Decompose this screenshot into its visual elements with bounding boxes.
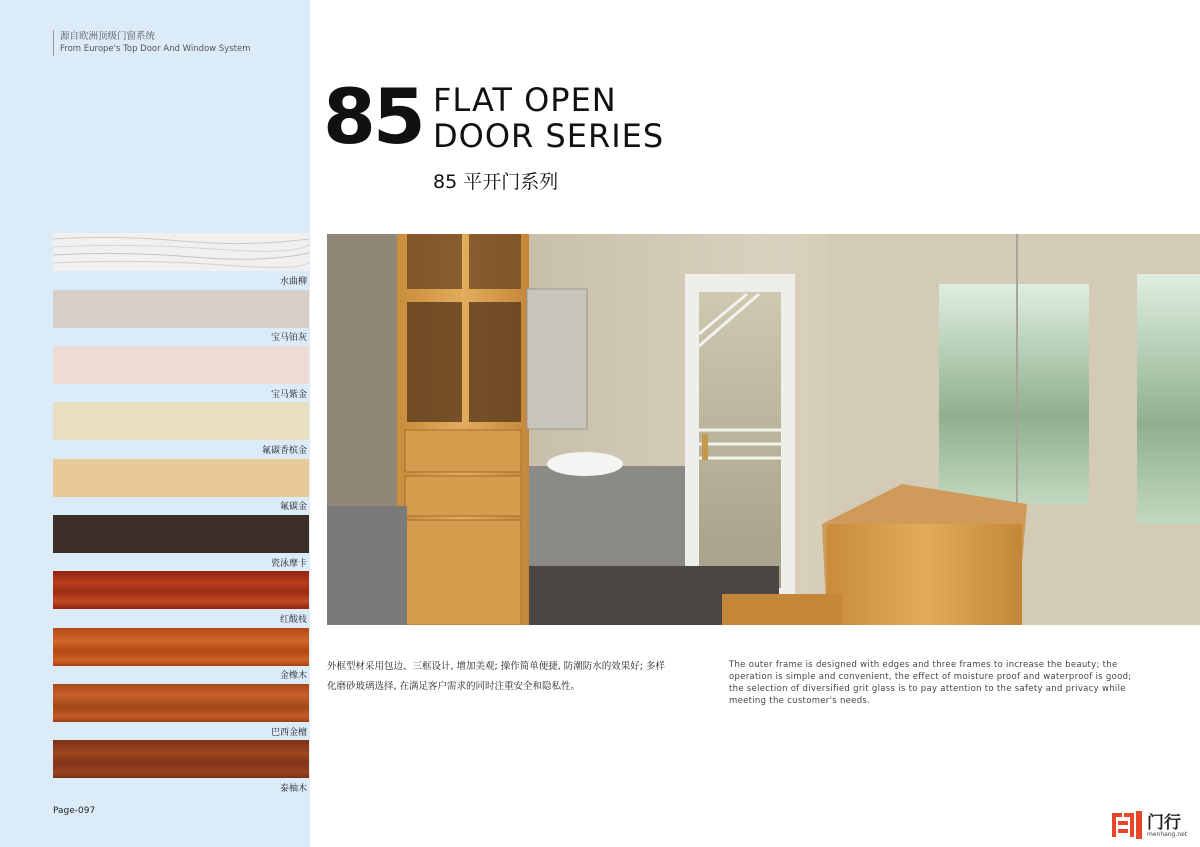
brand-mark-icon bbox=[1110, 809, 1144, 841]
swatch-label-3: 氟碳香槟金 bbox=[261, 446, 307, 456]
description-zh-line1: 外框型材采用包边、三框设计, 增加美观; 操作简单便捷, 防潮防水的效果好; 多样 bbox=[327, 661, 666, 672]
series-subtitle: 85 平开门系列 bbox=[433, 171, 559, 193]
tagline-en: From Europe's Top Door And Window System bbox=[60, 44, 251, 54]
series-title-line1: FLAT OPEN bbox=[433, 81, 617, 119]
swatch-9 bbox=[53, 740, 309, 778]
swatch-3 bbox=[53, 402, 309, 440]
swatch-label-9: 泰柚木 bbox=[279, 784, 307, 794]
swatch-0 bbox=[53, 233, 309, 271]
swatch-label-4: 氟碳金 bbox=[279, 502, 307, 512]
series-title-line2: DOOR SERIES bbox=[433, 117, 665, 155]
swatch-label-6: 红酸枝 bbox=[279, 615, 307, 625]
bathroom-photo bbox=[327, 234, 1200, 625]
swatch-label-5: 瓷泳摩卡 bbox=[270, 559, 307, 569]
swatch-5 bbox=[53, 515, 309, 553]
description-zh bbox=[327, 657, 687, 697]
tagline bbox=[53, 30, 251, 56]
description-en: The outer frame is designed with edges and three frames to increase the beauty; the operation is simple and convenient, the effect of moisture proof and waterproof is good; the selection of diversified grit glass is to pay attention to the safety and privacy while meeting the customer's needs. bbox=[729, 660, 1132, 706]
tagline-zh: 源自欧洲顶级门窗系统 bbox=[60, 31, 156, 42]
bathroom-illustration bbox=[327, 234, 1200, 625]
brand-logo bbox=[1110, 808, 1195, 842]
brand-url: menhang.net bbox=[1147, 831, 1188, 838]
swatch-label-8: 巴西金檀 bbox=[270, 728, 307, 738]
series-title bbox=[433, 82, 664, 154]
swatch-label-7: 金橡木 bbox=[279, 671, 307, 681]
swatch-label-1: 宝马铂灰 bbox=[270, 333, 307, 343]
swatch-texture bbox=[53, 233, 309, 271]
swatch-label-2: 宝马紫金 bbox=[270, 390, 307, 400]
swatch-8 bbox=[53, 684, 309, 722]
swatch-7 bbox=[53, 628, 309, 666]
swatch-4 bbox=[53, 459, 309, 497]
swatch-1 bbox=[53, 290, 309, 328]
brand-name: 门行 bbox=[1147, 813, 1181, 833]
series-number: 85 bbox=[323, 72, 423, 161]
swatch-label-0: 水曲柳 bbox=[279, 277, 307, 287]
description-zh-line2: 化磨砂玻璃选择, 在满足客户需求的同时注重安全和隐私性。 bbox=[327, 681, 581, 692]
page-number: Page-097 bbox=[53, 806, 96, 816]
swatch-2 bbox=[53, 346, 309, 384]
swatch-6 bbox=[53, 571, 309, 609]
